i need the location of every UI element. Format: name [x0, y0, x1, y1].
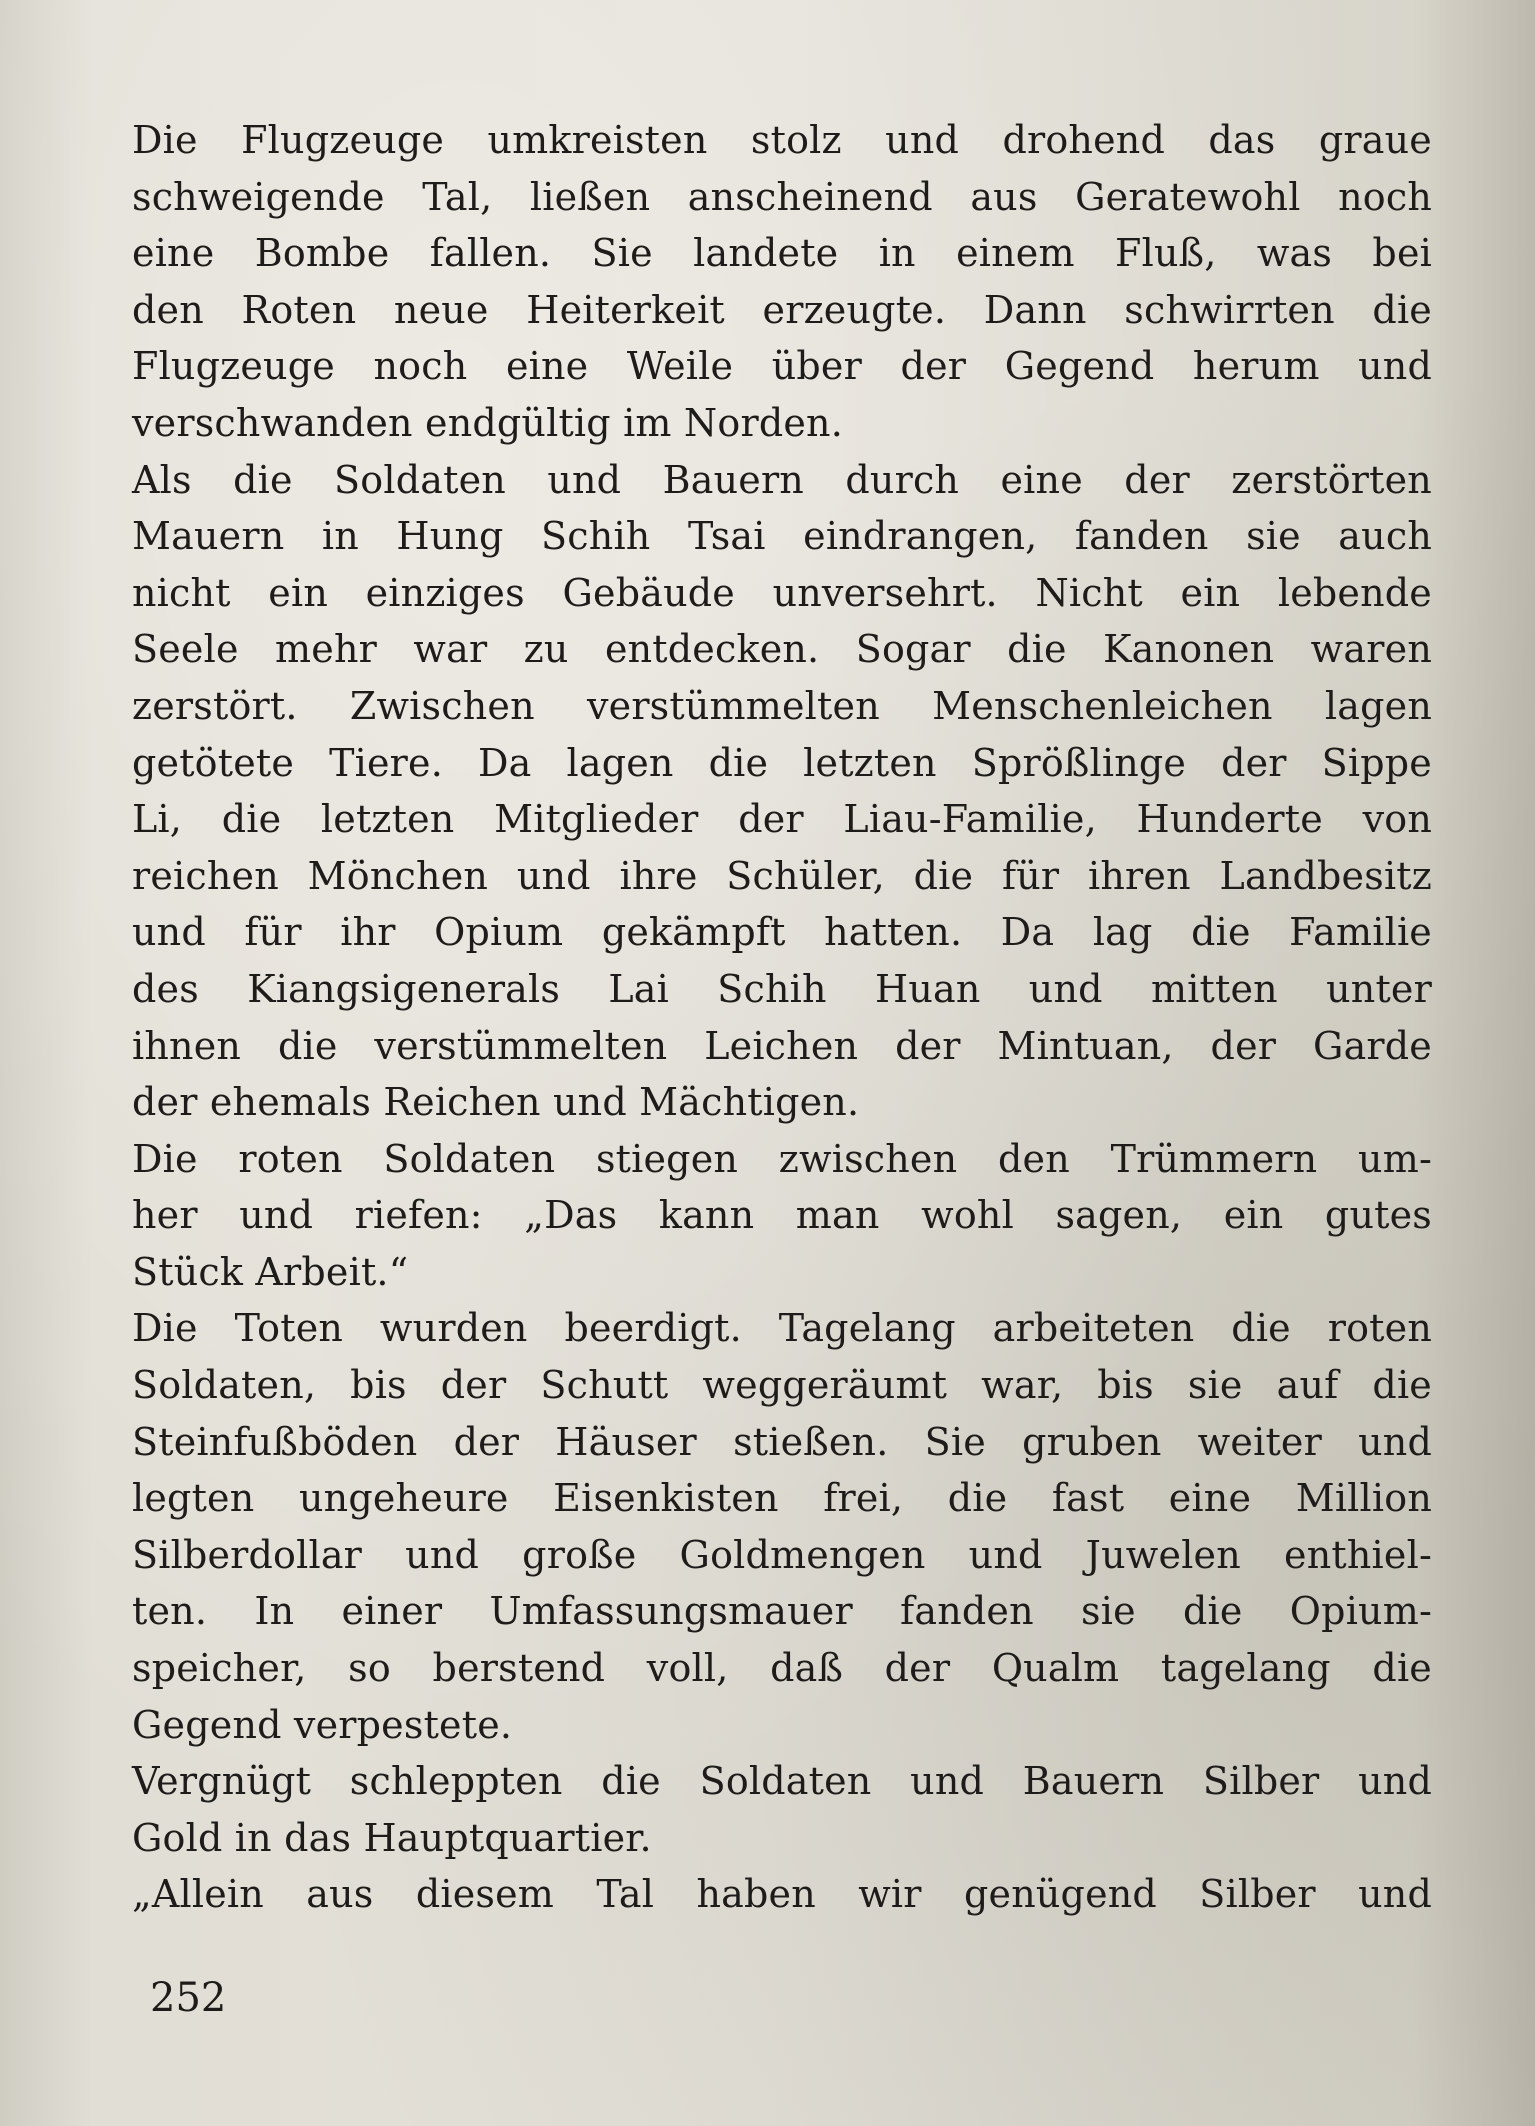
text-line: Mauern in Hung Schih Tsai eindrangen, fanden sie auch	[132, 514, 1432, 559]
text-line: ihnen die verstümmelten Leichen der Mintuan, der Garde	[132, 1023, 1432, 1068]
text-line: nicht ein einziges Gebäude unversehrt. Nicht ein lebende	[132, 570, 1432, 615]
text-line: Stück Arbeit.“	[132, 1249, 409, 1294]
text-line: des Kiangsigenerals Lai Schih Huan und mitten unter	[132, 966, 1432, 1011]
text-line: Soldaten, bis der Schutt weggeräumt war, bis sie auf die	[132, 1363, 1432, 1408]
text-line: „Allein aus diesem Tal haben wir genügend Silber und	[132, 1872, 1432, 1917]
text-line: eine Bombe fallen. Sie landete in einem Fluß, was bei	[132, 231, 1432, 276]
text-line: Gegend verpestete.	[132, 1702, 513, 1747]
text-line: getötete Tiere. Da lagen die letzten Sprößlinge der Sippe	[132, 740, 1432, 785]
text-line: zerstört. Zwischen verstümmelten Menschenleichen lagen	[132, 683, 1432, 728]
text-line: her und riefen: „Das kann man wohl sagen, ein gutes	[132, 1193, 1432, 1238]
text-line: Die Toten wurden beerdigt. Tagelang arbeiteten die roten	[132, 1306, 1432, 1351]
text-line: reichen Mönchen und ihre Schüler, die für ihren Landbesitz	[132, 853, 1432, 898]
text-line: Steinfußböden der Häuser stießen. Sie gruben weiter und	[132, 1419, 1432, 1464]
text-line: schweigende Tal, ließen anscheinend aus Geratewohl noch	[132, 174, 1432, 219]
text-line: den Roten neue Heiterkeit erzeugte. Dann schwirrten die	[132, 287, 1432, 332]
text-line: Die roten Soldaten stiegen zwischen den Trümmern um-	[132, 1136, 1432, 1181]
text-line: Vergnügt schleppten die Soldaten und Bauern Silber und	[132, 1759, 1432, 1804]
text-line: legten ungeheure Eisenkisten frei, die fast eine Million	[132, 1476, 1432, 1521]
body-text	[132, 112, 1432, 1923]
text-line: speicher, so berstend voll, daß der Qualm tagelang die	[132, 1646, 1432, 1691]
text-line: Die Flugzeuge umkreisten stolz und drohend das graue	[132, 118, 1432, 162]
text-line: verschwanden endgültig im Norden.	[132, 400, 843, 445]
text-line: Seele mehr war zu entdecken. Sogar die Kanonen waren	[132, 627, 1432, 672]
text-line: Als die Soldaten und Bauern durch eine der zerstörten	[132, 457, 1432, 502]
text-line: Li, die letzten Mitglieder der Liau-Familie, Hunderte von	[132, 797, 1432, 842]
text-line: Gold in das Hauptquartier.	[132, 1815, 652, 1860]
text-line: Silberdollar und große Goldmengen und Juwelen enthiel-	[132, 1532, 1432, 1577]
text-line: der ehemals Reichen und Mächtigen.	[132, 1080, 860, 1125]
page-number: 252	[150, 1975, 227, 2021]
text-line: ten. In einer Umfassungsmauer fanden sie die Opium-	[132, 1589, 1432, 1634]
text-line: und für ihr Opium gekämpft hatten. Da lag die Familie	[132, 910, 1432, 955]
text-line: Flugzeuge noch eine Weile über der Gegend herum und	[132, 344, 1432, 389]
